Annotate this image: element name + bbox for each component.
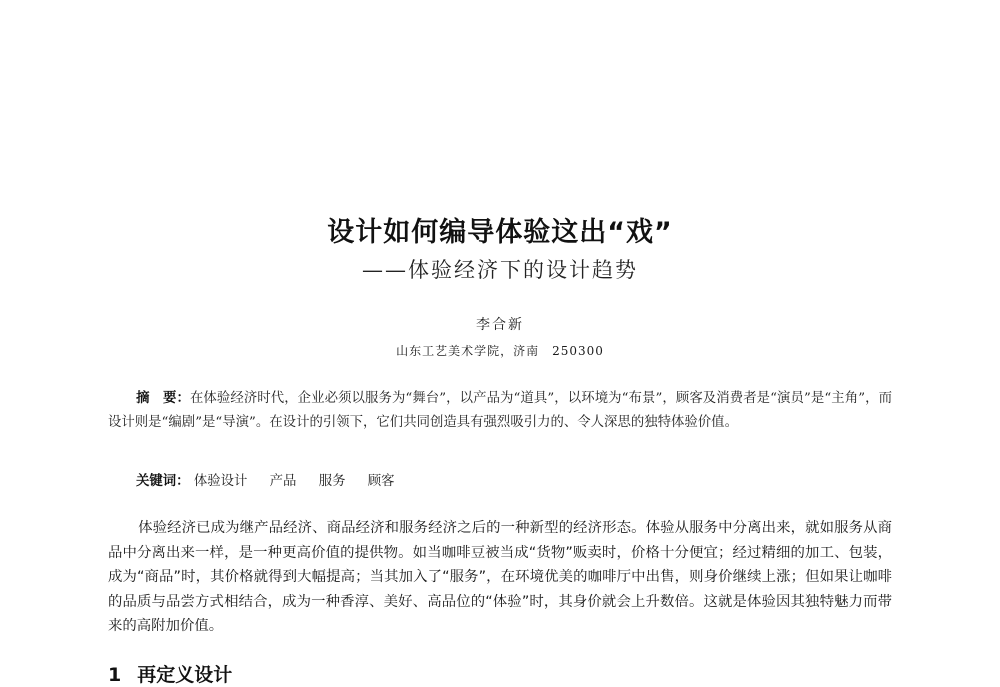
keywords [136, 470, 413, 489]
paper-subtitle: ——体验经济下的设计趋势 [362, 258, 638, 282]
keyword-item: 体验设计 [193, 474, 248, 489]
author-name: 李合新 [476, 317, 524, 333]
abstract [108, 387, 892, 435]
paper-title: 设计如何编导体验这出“戏” [327, 217, 673, 248]
author-affiliation: 山东工艺美术学院，济南 250300 [396, 344, 604, 358]
body-paragraph-text: 体验经济已成为继产品经济、商品经济和服务经济之后的一种新型的经济形态。体验从服务中分离出来，就如服务从商品中分离出来一样，是一种更高价值的提供物。如当咖啡豆被当成“货物”贩卖时，价格十分便宜；经过精细的加工、包装，成为“商品”时，其价格就得到大幅提高；当其加入了“服务”，在环境优美的咖啡厅中出售，则身价继续上涨；但如果让咖啡的品质与品尝方式相结合，成为一种香淳、美好、高品位的“体验”时，其身价就会上升数倍。这就是体验因其独特魅力而带来的高附加价值。 [108, 520, 892, 634]
keyword-item: 顾客 [367, 474, 395, 489]
body-paragraph [108, 516, 892, 639]
abstract-text: 在体验经济时代，企业必须以服务为“舞台”，以产品为“道具”，以环境为“布景”，顾客及消费者是“演员”是“主角”，而设计则是“编剧”是“导演”。在设计的引领下，它们共同创造具有强烈吸引力的、令人深思的独特体验价值。 [108, 391, 892, 430]
abstract-label: 摘 要： [136, 391, 190, 406]
section-title: 再定义设计 [137, 664, 233, 686]
keywords-label: 关键词： [136, 474, 190, 489]
keyword-item: 产品 [269, 474, 297, 489]
keyword-item: 服务 [318, 474, 346, 489]
section-number: 1 [108, 664, 122, 686]
section-heading [108, 660, 232, 687]
